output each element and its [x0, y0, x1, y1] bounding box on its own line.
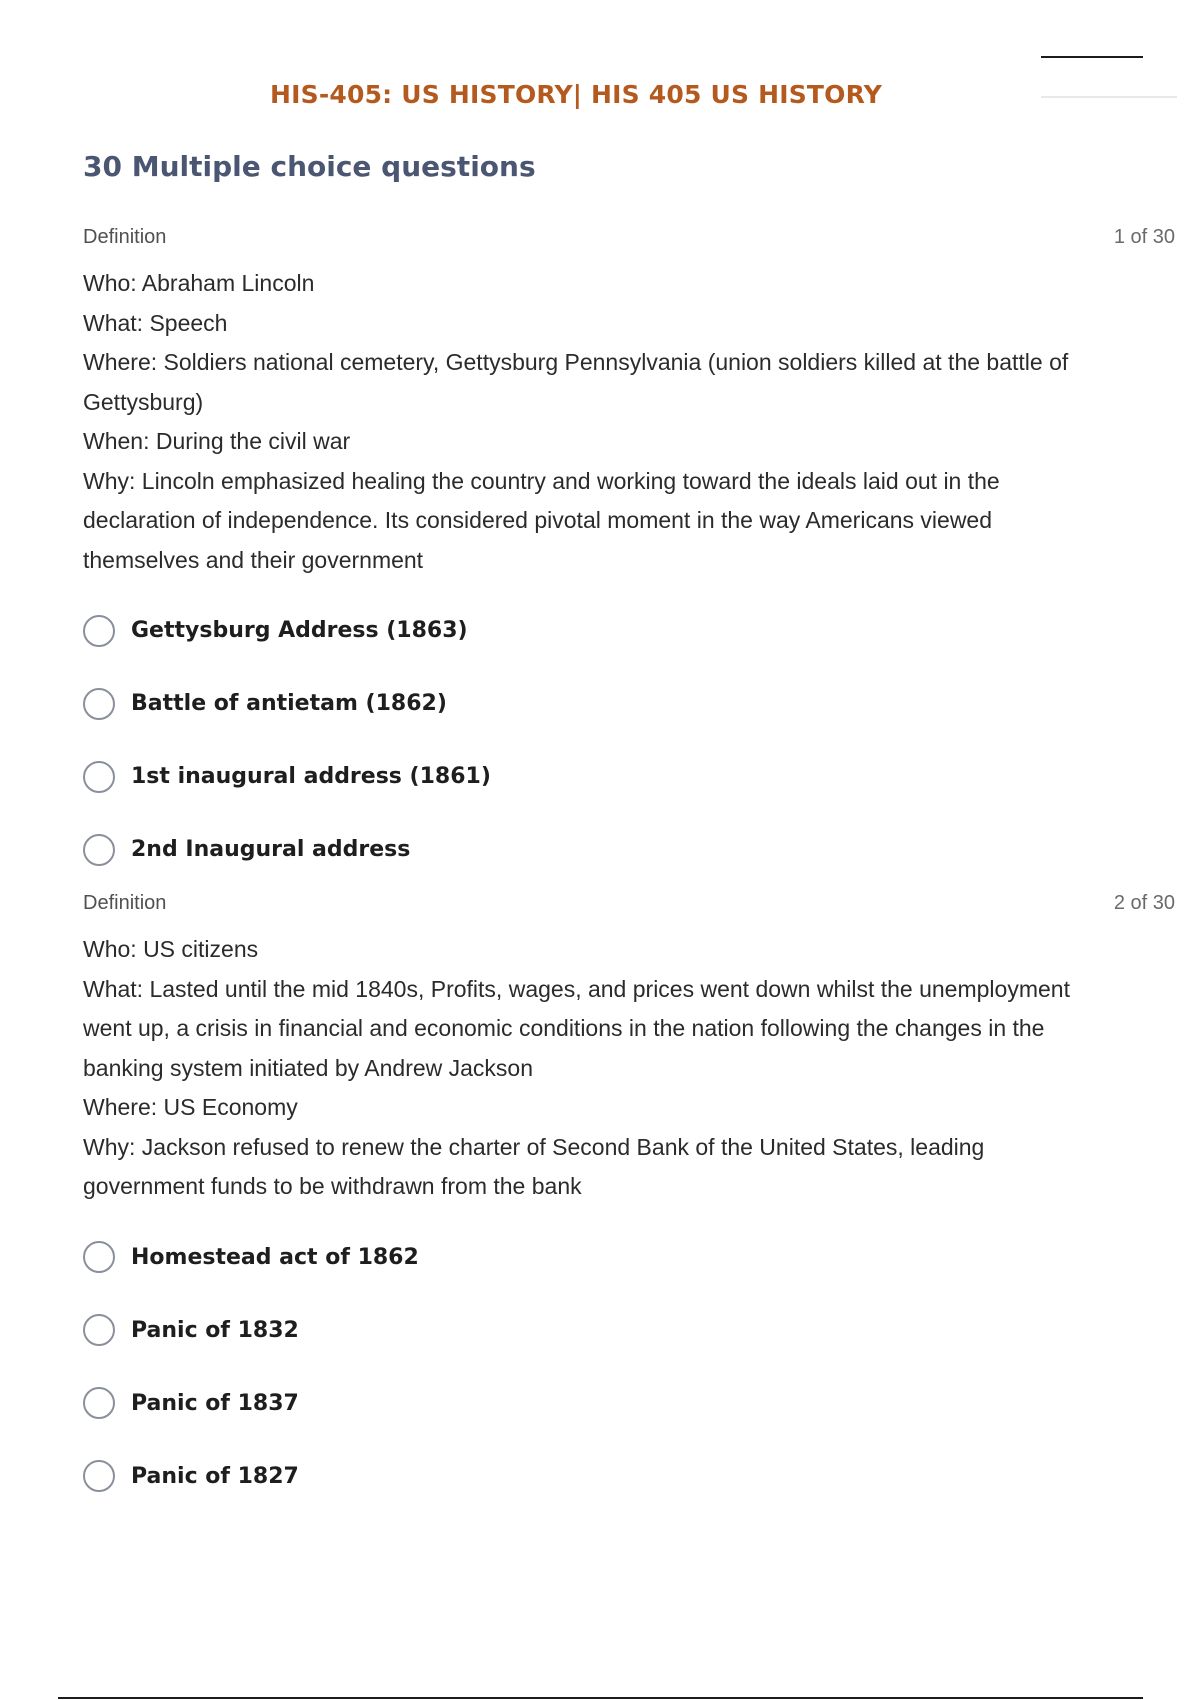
answer-option[interactable] — [83, 1221, 1175, 1294]
option-label: Gettysburg Address (1863) — [131, 618, 468, 643]
definition-line: government funds to be withdrawn from the bank — [83, 1173, 582, 1199]
question-card — [83, 226, 1175, 886]
definition-line: Gettysburg) — [83, 388, 204, 415]
definition-line: Where: Soldiers national cemetery, Gettysburg Pennsylvania (union soldiers killed at the battle of — [83, 349, 1069, 375]
option-label: 2nd Inaugural address — [131, 837, 411, 862]
header-rule — [1041, 56, 1143, 58]
definition-line: Where: US Economy — [83, 1094, 298, 1120]
radio-button[interactable] — [83, 761, 115, 793]
question-counter: 2 of 30 — [1113, 892, 1175, 914]
radio-button[interactable] — [83, 1314, 115, 1346]
radio-button[interactable] — [83, 688, 115, 720]
question-definition — [83, 264, 1175, 580]
option-label: Panic of 1832 — [131, 1317, 299, 1343]
option-label: Homestead act of 1862 — [131, 1244, 419, 1270]
question-label: Definition — [83, 892, 167, 914]
option-label: Panic of 1827 — [131, 1463, 299, 1489]
definition-line: What: Lasted until the mid 1840s, Profits, wages, and prices went down whilst the unemployment — [83, 975, 1070, 1002]
definition-line: themselves and their government — [83, 546, 424, 573]
radio-button[interactable] — [83, 615, 115, 647]
definition-line: banking system initiated by Andrew Jackson — [83, 1054, 534, 1081]
radio-button[interactable] — [83, 1460, 115, 1492]
definition-line: Who: US citizens — [83, 936, 259, 962]
section-heading: 30 Multiple choice questions — [83, 150, 536, 183]
radio-button[interactable] — [83, 1387, 115, 1419]
definition-line: What: Speech — [83, 309, 228, 336]
definition-line: Why: Lincoln emphasized healing the country and working toward the ideals laid out in the — [83, 467, 1000, 494]
definition-line: Why: Jackson refused to renew the charter of Second Bank of the United States, leading — [83, 1133, 985, 1160]
question-counter: 1 of 30 — [1113, 226, 1175, 248]
definition-line: Who: Abraham Lincoln — [83, 270, 315, 296]
answer-option[interactable] — [83, 1294, 1175, 1367]
document-title: HIS-405: US HISTORY| HIS 405 US HISTORY — [269, 80, 882, 109]
question-card — [83, 892, 1175, 1513]
answer-option[interactable] — [83, 594, 1175, 667]
option-label: Battle of antietam (1862) — [131, 691, 447, 716]
option-label: 1st inaugural address (1861) — [131, 764, 491, 789]
question-header — [83, 892, 1175, 922]
answer-options — [83, 1221, 1175, 1513]
question-header — [83, 226, 1175, 256]
definition-line: went up, a crisis in financial and economic conditions in the nation following the changes in the — [83, 1015, 1045, 1041]
radio-button[interactable] — [83, 834, 115, 866]
question-label: Definition — [83, 226, 167, 248]
answer-option[interactable] — [83, 1367, 1175, 1440]
answer-options — [83, 594, 1175, 886]
answer-option[interactable] — [83, 813, 1175, 886]
question-definition — [83, 930, 1175, 1207]
answer-option[interactable] — [83, 667, 1175, 740]
radio-button[interactable] — [83, 1241, 115, 1273]
answer-option[interactable] — [83, 1440, 1175, 1513]
definition-line: When: During the civil war — [83, 428, 351, 454]
option-label: Panic of 1837 — [131, 1390, 299, 1416]
footer-rule — [58, 1697, 1143, 1699]
definition-line: declaration of independence. Its considered pivotal moment in the way Americans viewed — [83, 507, 993, 533]
answer-option[interactable] — [83, 740, 1175, 813]
